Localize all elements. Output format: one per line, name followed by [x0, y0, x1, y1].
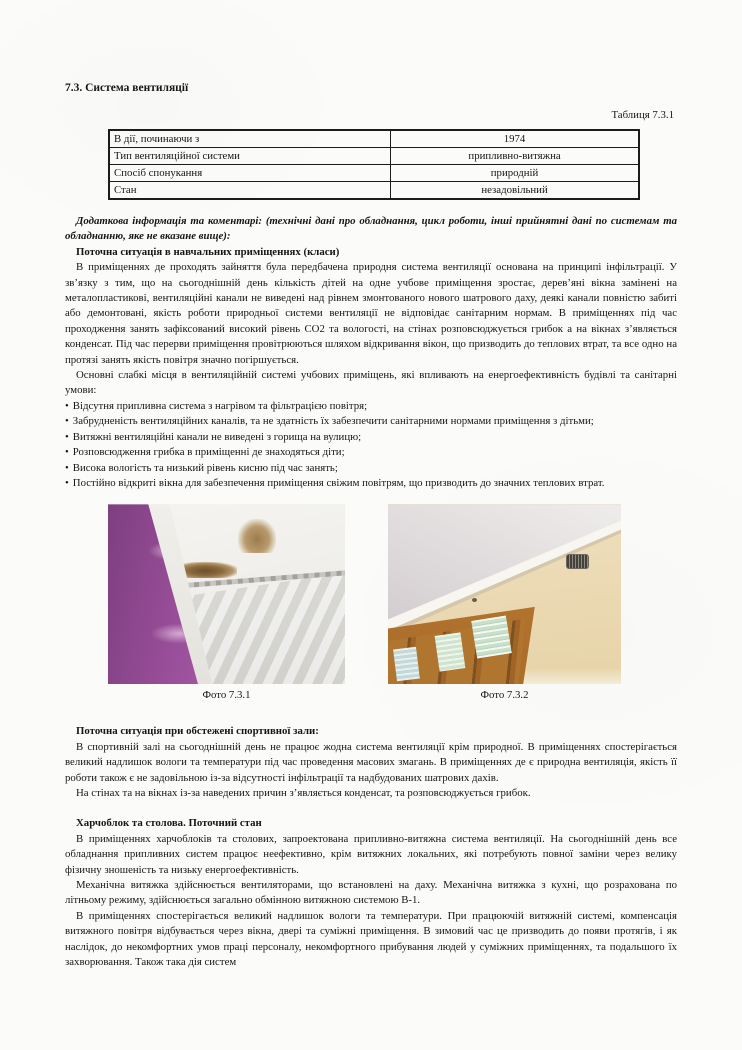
book-stack — [393, 647, 420, 682]
additional-info-note: Додаткова інформація та коментарі: (технічні дані про обладнання, цикл роботи, інші прийнятні дані по системам та обладнанню, яке не вказане вище): — [65, 215, 677, 243]
book-stack — [435, 632, 465, 671]
table-cell-value: 1974 — [390, 130, 639, 148]
photos-row — [108, 504, 677, 701]
para-classrooms: В приміщеннях де проходять зайняття була передбачена природня система вентиляції основана на принципі інфільтрації. У зв’язку з тим, що на сьогоднішній день кількість дітей на одне учбове приміщення зростає, дерев’яні вікна замінені на металопластикові, вентиляційні канали не виведені над рівнем змонтованого нового шатрового даху, деякі канали повністю забиті або демонтовані, якість роботи природньої системи вентиляції не відповідає санітарним нормам. В приміщеннях під час проходження занять зафіксований високий рівень СО2 та вологості, на стінах розповсюджується грибок а на вікнах з’являється конденсат. Під час перерви приміщення провітрюються шляхом відкривання вікон, що призводить до теплових втрат, та все одно на протязі занять якість повітря значно погіршується. — [65, 261, 677, 366]
heading-classrooms: Поточна ситуація в навчальних приміщеннях (класи) — [76, 245, 340, 258]
heading-kitchen: Харчоблок та столова. Поточний стан — [76, 817, 262, 830]
para-kitchen-3: В приміщеннях спостерігається великий надлишок вологи та температури. При працюючій витяжній системі, компенсація витяжного повітря відбувається через вікна, двері та суміжні приміщення. В зимовий час це призводить до появи протягів, і як наслідок, до некомфортних умов праці персоналу, некомфортного прибування людей у суміжних приміщеннях, та подальшого їх захворювання. Також така дія систем — [65, 909, 677, 968]
figure-room-bookshelf — [388, 504, 621, 701]
bullet-text: Висока вологість та низький рівень кисню під час занять; — [72, 461, 338, 474]
table-cell-value: незадовільний — [390, 182, 639, 200]
photo-caption-1: Фото 7.3.1 — [202, 689, 251, 702]
table-cell-value: природній — [390, 165, 639, 182]
table-row — [109, 148, 639, 165]
bullet-text: Розповсюдження грибка в приміщенні де знаходяться діти; — [72, 446, 345, 459]
bullet-item — [65, 414, 677, 429]
heading-gym: Поточна ситуація при обстежені спортивної зали: — [76, 725, 319, 738]
bullet-text: Відсутня припливна система з нагрівом та фільтрацією повітря; — [72, 399, 368, 412]
bullet-text: Забрудненість вентиляційних каналів, та не здатність їх забезпечити санітарними нормами приміщення з дітьми; — [72, 415, 594, 428]
photo-room-bookshelf — [388, 504, 621, 684]
table-row — [109, 165, 639, 182]
photo-caption-2: Фото 7.3.2 — [480, 689, 529, 702]
light-band — [523, 668, 621, 684]
bullet-marker: • — [65, 430, 69, 443]
para-gym-1: В спортивній залі на сьогоднішній день не працює жодна система вентиляції крім природної. В приміщеннях спостерігається великий надлишок вологи та температури під час проведення масових змагань. В приміщеннях де є природна вентиляція, якість її роботи також є не задовільною із-за відсутності інфільтрації та надбудованих шатрових дахів. — [65, 740, 677, 784]
table-cell-label: Спосіб спонукання — [109, 165, 390, 182]
table-caption: Таблиця 7.3.1 — [611, 109, 674, 121]
para-kitchen-1: В приміщеннях харчоблоків та столових, запроектована припливно-витяжна система вентиляції. На сьогоднішній день все обладнання припливних систем працює неефективно, крім витяжних локальних, які потребують повної заміни через велику фізичну зношеність та низьку енергоефективність. — [65, 832, 677, 876]
bullet-item — [65, 445, 677, 460]
bullet-marker: • — [65, 446, 69, 459]
bullet-text: Витяжні вентиляційні канали не виведені з горища на вулицю; — [72, 430, 362, 443]
book-stack — [471, 615, 511, 658]
para-kitchen-2: Механічна витяжка здійснюється вентиляторами, що встановлені на даху. Механічна витяжка з кухні, що розрахована по літньому режиму, здійснюється загально обмінною витяжною системою В-1. — [65, 878, 677, 907]
bullet-marker: • — [65, 415, 69, 428]
figure-classroom-mold — [108, 504, 345, 701]
wall-socket — [472, 598, 477, 602]
page-title: 7.3. Система вентиляції — [65, 82, 189, 94]
table-cell-label: Стан — [109, 182, 390, 200]
bullet-item — [65, 476, 677, 491]
table-cell-label: В дії, починаючи з — [109, 130, 390, 148]
wall-vent-grille — [567, 555, 588, 568]
bullet-item — [65, 399, 677, 414]
para-weak-points: Основні слабкі місця в вентиляційній системі учбових приміщень, які впливають на енергоефективність будівлі та санітарні умови: — [65, 369, 677, 397]
bullet-marker: • — [65, 476, 69, 489]
mold-stain — [238, 519, 276, 553]
para-gym-2: На стінах та на вікнах із-за наведених причин з’являється конденсат, та розповсюджується грибок. — [76, 786, 531, 799]
bullet-item — [65, 430, 677, 445]
bullet-list — [65, 399, 677, 491]
bullet-text: Постійно відкриті вікна для забезпечення приміщення свіжим повітрям, що призводить до значних теплових втрат. — [72, 476, 605, 489]
bullet-marker: • — [65, 399, 69, 412]
table-row — [109, 182, 639, 200]
table-cell-label: Тип вентиляційної системи — [109, 148, 390, 165]
mold-stain — [179, 562, 237, 578]
table-cell-value: припливно-витяжна — [390, 148, 639, 165]
table-row — [109, 130, 639, 148]
photo-classroom-window-mold — [108, 504, 345, 684]
bullet-item — [65, 461, 677, 476]
ventilation-spec-table — [108, 129, 640, 200]
bullet-marker: • — [65, 461, 69, 474]
